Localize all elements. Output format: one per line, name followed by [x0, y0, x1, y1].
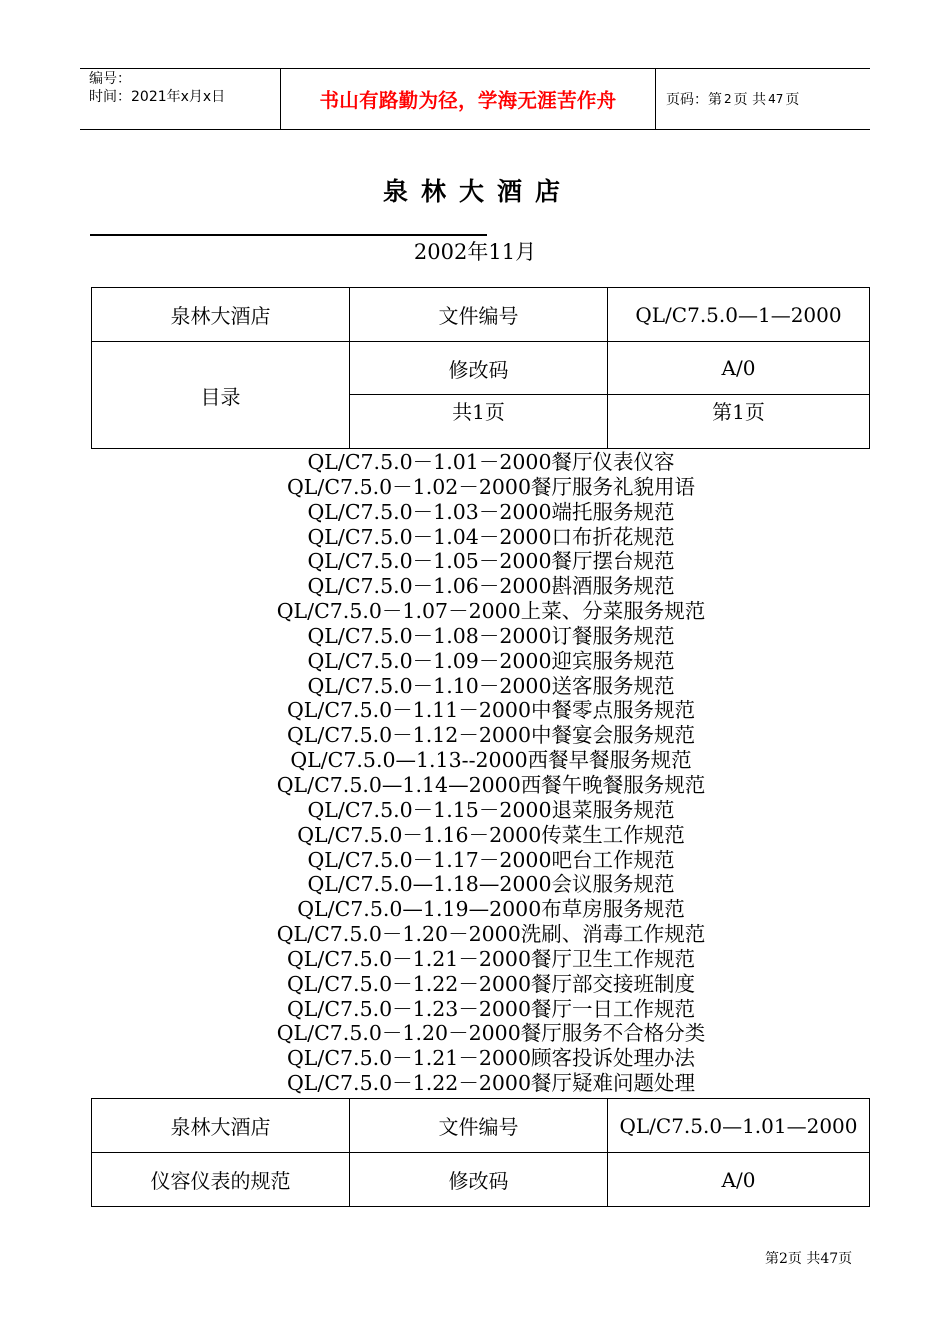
header-page-prefix: 页码：第 — [666, 92, 722, 108]
revision-label-cell: 修改码 — [350, 342, 608, 395]
toc-item: QL/C7.5.0—1.18—2000会议服务规范 — [307, 872, 675, 897]
header-meta — [80, 69, 281, 129]
toc-item: QL/C7.5.0－1.20－2000洗刷、消毒工作规范 — [276, 922, 706, 947]
total-pages-cell: 共1页 — [350, 395, 608, 449]
page-number-cell: 第1页 — [608, 395, 870, 449]
toc-item: QL/C7.5.0－1.23－2000餐厅一日工作规范 — [287, 996, 695, 1021]
toc-item: QL/C7.5.0－1.22－2000餐厅疑难问题处理 — [287, 1071, 695, 1096]
toc-item: QL/C7.5.0－1.06－2000斟酒服务规范 — [307, 574, 675, 599]
doc-number-cell: QL/C7.5.0—1.01—2000 — [608, 1099, 870, 1153]
toc-item: QL/C7.5.0－1.10－2000送客服务规范 — [307, 673, 675, 698]
toc-item: QL/C7.5.0－1.02－2000餐厅服务礼貌用语 — [287, 474, 695, 499]
toc-item: QL/C7.5.0－1.03－2000端托服务规范 — [307, 499, 675, 524]
doc-name-cell: 目录 — [92, 342, 350, 449]
toc-item: QL/C7.5.0—1.13--2000西餐早餐服务规范 — [290, 748, 692, 773]
toc-item: QL/C7.5.0－1.21－2000顾客投诉处理办法 — [287, 1046, 695, 1071]
toc-item: QL/C7.5.0－1.09－2000迎宾服务规范 — [307, 648, 675, 673]
section-header-table — [91, 1098, 870, 1207]
hotel-name-cell: 泉林大酒店 — [92, 1099, 350, 1153]
toc-list — [0, 450, 950, 1096]
header-page-current: 2 — [724, 92, 732, 106]
toc-item: QL/C7.5.0－1.20－2000餐厅服务不合格分类 — [276, 1021, 706, 1046]
doc-number-cell: QL/C7.5.0—1—2000 — [608, 288, 870, 342]
doc-number-label-cell: 文件编号 — [350, 1099, 608, 1153]
toc-item: QL/C7.5.0－1.07－2000上菜、分菜服务规范 — [276, 599, 706, 624]
revision-label-cell: 修改码 — [350, 1153, 608, 1207]
toc-item: QL/C7.5.0－1.08－2000订餐服务规范 — [307, 623, 675, 648]
toc-item: QL/C7.5.0—1.19—2000布草房服务规范 — [297, 897, 685, 922]
header-motto: 书山有路勤为径，学海无涯苦作舟 — [281, 69, 656, 129]
page-header — [80, 68, 870, 130]
header-page-mid: 页 共 — [733, 92, 767, 108]
doc-name-cell: 仪容仪表的规范 — [92, 1153, 350, 1207]
revision-cell: A/0 — [608, 342, 870, 395]
toc-item: QL/C7.5.0－1.22－2000餐厅部交接班制度 — [287, 971, 695, 996]
toc-item: QL/C7.5.0－1.01－2000餐厅仪表仪容 — [307, 450, 675, 474]
toc-item: QL/C7.5.0－1.04－2000口布折花规范 — [307, 524, 675, 549]
header-time-label: 时间：2021年x月x日 — [89, 89, 226, 105]
revision-cell: A/0 — [608, 1153, 870, 1207]
toc-item: QL/C7.5.0－1.15－2000退菜服务规范 — [307, 797, 675, 822]
toc-item: QL/C7.5.0－1.11－2000中餐零点服务规范 — [287, 698, 695, 723]
page-footer: 第2页 共47页 — [765, 1251, 853, 1267]
toc-item: QL/C7.5.0－1.21－2000餐厅卫生工作规范 — [287, 946, 695, 971]
toc-item: QL/C7.5.0—1.14—2000西餐午晚餐服务规范 — [276, 772, 706, 797]
document-title: 泉林大酒店 — [382, 177, 573, 206]
toc-item: QL/C7.5.0－1.12－2000中餐宴会服务规范 — [287, 723, 695, 748]
document-date: 2002年11月 — [413, 240, 537, 264]
toc-item: QL/C7.5.0－1.16－2000传菜生工作规范 — [297, 822, 685, 847]
header-page-total: 47 — [768, 92, 784, 106]
hotel-name-cell: 泉林大酒店 — [92, 288, 350, 342]
header-page-info — [656, 69, 870, 129]
header-number-label: 编号： — [89, 71, 131, 87]
toc-item: QL/C7.5.0－1.17－2000吧台工作规范 — [307, 847, 675, 872]
header-page-suffix: 页 — [785, 92, 800, 108]
contents-header-table — [91, 287, 870, 449]
toc-item: QL/C7.5.0－1.05－2000餐厅摆台规范 — [307, 549, 675, 574]
doc-number-label-cell: 文件编号 — [350, 288, 608, 342]
